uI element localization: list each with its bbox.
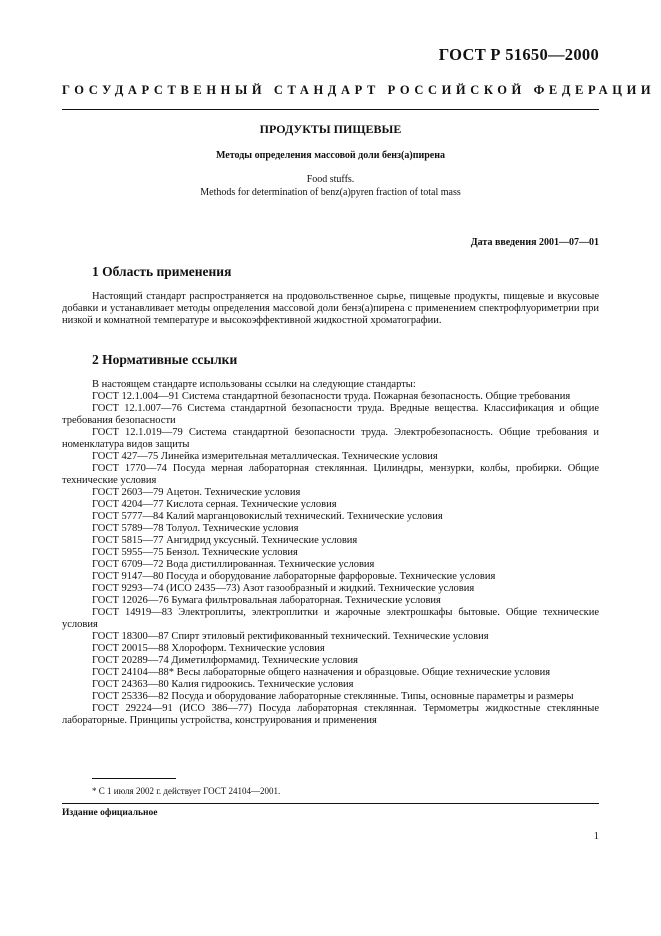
footnote-rule: [92, 778, 176, 779]
footer-rule: [62, 803, 599, 804]
reference-item: ГОСТ 20289—74 Диметилформамид. Технические условия: [92, 655, 358, 666]
reference-item: ГОСТ 5955—75 Бензол. Технические условия: [92, 547, 298, 558]
reference-item: ГОСТ 1770—74 Посуда мерная лабораторная стеклянная. Цилиндры, мензурки, колбы, пробирки. Общие технические условия: [62, 463, 599, 486]
reference-item: ГОСТ 25336—82 Посуда и оборудование лабораторные стеклянные. Типы, основные параметры и размеры: [92, 691, 574, 702]
reference-item: ГОСТ 18300—87 Спирт этиловый ректификованный технический. Технические условия: [92, 631, 489, 642]
reference-item: ГОСТ 5777—84 Калий марганцовокислый технический. Технические условия: [92, 511, 443, 522]
official-edition-label: Издание официальное: [62, 808, 158, 818]
header-rule: [62, 109, 599, 110]
gost-number: ГОСТ Р 51650—2000: [438, 45, 599, 64]
reference-item: ГОСТ 12.1.019—79 Система стандартной безопасности труда. Электробезопасность. Общие требования и номенклатура видов защиты: [62, 427, 599, 450]
section-1-body: [62, 291, 599, 327]
introduction-date: Дата введения 2001—07—01: [470, 237, 599, 248]
reference-item: ГОСТ 24363—80 Калия гидроокись. Технические условия: [92, 679, 354, 690]
reference-item: ГОСТ 12.1.007—76 Система стандартной безопасности труда. Вредные вещества. Классификация и общие требования безопасности: [62, 403, 599, 426]
reference-item: ГОСТ 12.1.004—91 Система стандартной безопасности труда. Пожарная безопасность. Общие требования: [92, 391, 571, 402]
reference-item: ГОСТ 9293—74 (ИСО 2435—73) Азот газообразный и жидкий. Технические условия: [92, 583, 475, 594]
reference-item: ГОСТ 2603—79 Ацетон. Технические условия: [92, 487, 301, 498]
page-number: 1: [593, 831, 599, 842]
reference-item: ГОСТ 12026—76 Бумага фильтровальная лабораторная. Технические условия: [92, 595, 441, 606]
section-1-paragraph: Настоящий стандарт распространяется на продовольственное сырье, пищевые продукты, пищевые и вкусовые добавки и устанавливает методы определения массовой доли бенз(а)пирена с применением спектрофлуориметрии при низкой и комнатной температуре и высокоэффективной жидкостной хроматографии.: [62, 291, 599, 326]
references-intro: В настоящем стандарте использованы ссылки на следующие стандарты:: [92, 379, 416, 390]
reference-item: ГОСТ 4204—77 Кислота серная. Технические условия: [92, 499, 337, 510]
document-subtitle: Методы определения массовой доли бенз(а)пирена: [215, 150, 445, 161]
section-2-heading: 2 Нормативные ссылки: [92, 352, 238, 367]
reference-item: ГОСТ 427—75 Линейка измерительная металлическая. Технические условия: [92, 451, 438, 462]
reference-item: ГОСТ 24104—88* Весы лабораторные общего назначения и образцовые. Общие технические условия: [92, 667, 551, 678]
reference-item: ГОСТ 5789—78 Толуол. Технические условия: [92, 523, 299, 534]
english-title: Food stuffs.: [306, 174, 355, 185]
reference-item: ГОСТ 5815—77 Ангидрид уксусный. Технические условия: [92, 535, 358, 546]
references-list: [62, 379, 599, 727]
reference-item: ГОСТ 20015—88 Хлороформ. Технические условия: [92, 643, 325, 654]
reference-item: ГОСТ 6709—72 Вода дистиллированная. Технические условия: [92, 559, 375, 570]
state-standard-heading: ГОСУДАРСТВЕННЫЙ СТАНДАРТ РОССИЙСКОЙ ФЕДЕРАЦИИ: [62, 83, 656, 97]
reference-item: ГОСТ 9147—80 Посуда и оборудование лабораторные фарфоровые. Технические условия: [92, 571, 496, 582]
reference-item: ГОСТ 14919—83 Электроплиты, электроплитки и жарочные электрошкафы бытовые. Общие технические условия: [62, 607, 599, 630]
english-subtitle: Methods for determination of benz(a)pyren fraction of total mass: [200, 187, 461, 198]
title-block: [62, 122, 599, 199]
section-1-heading: 1 Область применения: [92, 264, 232, 279]
document-title: ПРОДУКТЫ ПИЩЕВЫЕ: [259, 122, 402, 136]
footnote: * С 1 июля 2002 г. действует ГОСТ 24104—2001.: [92, 786, 281, 796]
reference-item: ГОСТ 29224—91 (ИСО 386—77) Посуда лабораторная стеклянная. Термометры жидкостные стеклянные лабораторные. Принципы устройства, конструирования и применения: [62, 703, 599, 726]
